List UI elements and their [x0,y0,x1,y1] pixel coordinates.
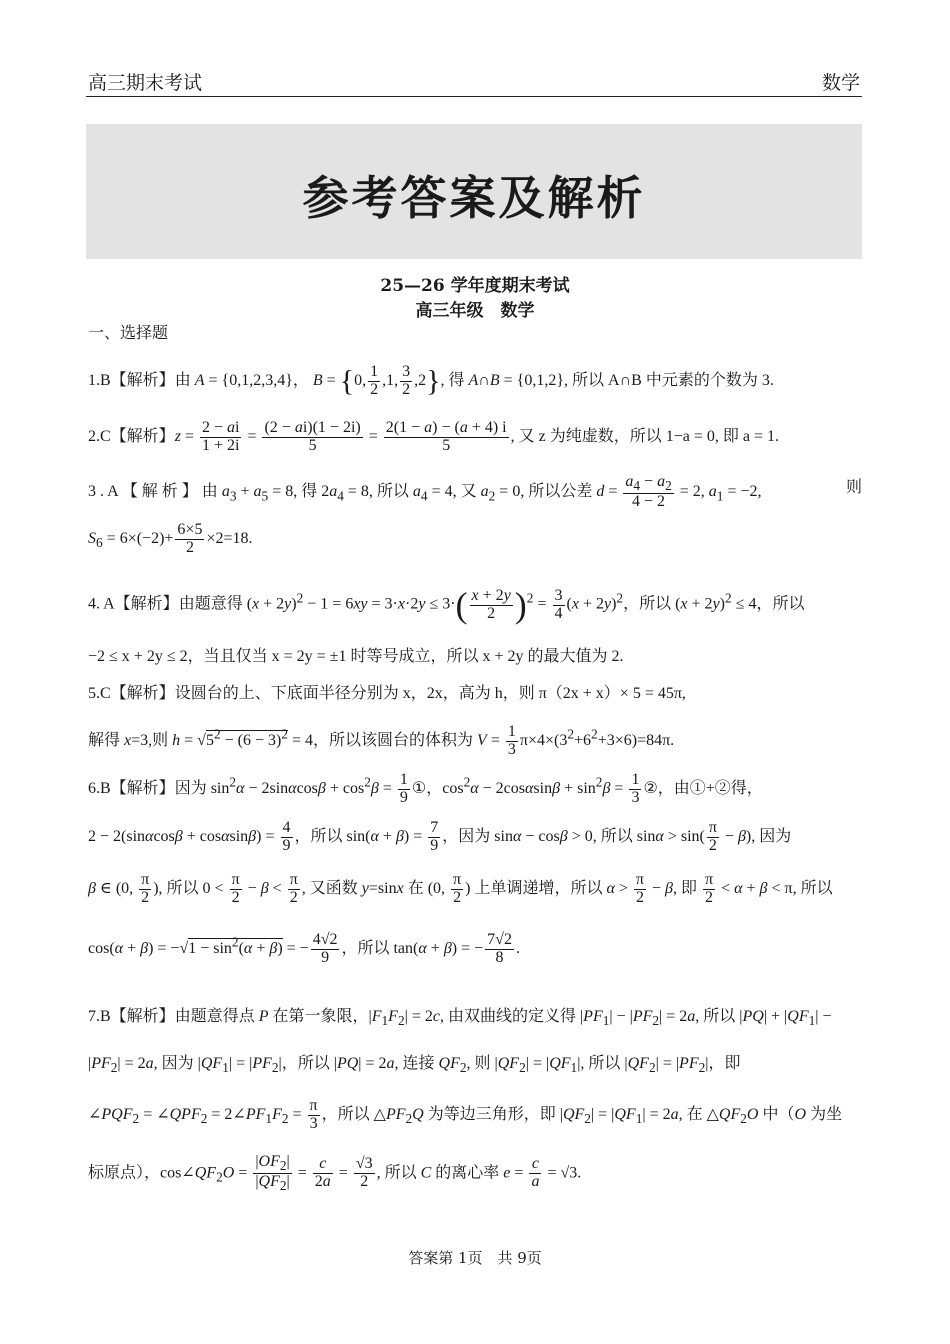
answer-2: 2.C【解析】z = $\frac{2 - ai}{1 + 2i}$ = $\frac{(2 - ai)(1 - 2i)}{5}$ = $\frac{2(1 - a) - (a + 4) i}{5}$ , 又 z 为纯虚数，所以 1−a = 0, 即 a = 1. [88,419,779,454]
subtitle-year: 25—26 学年度期末考试 [380,276,570,296]
answer-6-cont-2: β ∈ (0, $\frac{\pi}{2}$ ), 所以 0 < $\frac{\pi}{2}$ − β < $\frac{\pi}{2}$ , 又函数 y=sinx 在 (0, $\frac{\pi}{2}$ ) 上单调递增，所以 α > $\frac{\pi}{2}$ − β, 即 $\frac{\pi}{2}$ < α + β < π, 所以 [88,871,833,906]
answer-3-tail: 则 [845,479,862,496]
answer-7-cont-1: $|PF_2| = 2a$, 因为 $|QF_1| = |PF_2|$，所以 |PQ| = 2a, 连接 $QF_2$, 则 $|QF_2| = |QF_1|$, 所以 $|QF_2| = |PF_2|$，即 [88,1055,741,1076]
section-heading: 一、选择题 [88,323,169,342]
header-exam-name: 高三期末考试 [88,72,203,94]
answer-1-label: 1.B【解析】 [88,371,175,389]
answer-5-label: 5.C【解析】 [88,685,175,702]
answer-3-cont: $S_6 = 6\times(-2)+$ $\frac{6\times 5}{2}$ ×2=18. [88,521,253,556]
answer-3: 3 . A 【 解 析 】 由 $a_3 + a_5 = 8$, 得 $2a_4 = 8$, 所以 $a_4 = 4$, 又 $a_2 = 0$, 所以公差 d = $\frac{a_4 - a_2}{4 - 2}$ = 2, $a_1 = -2$, 则 [88,473,862,511]
answer-4-label: 4. A【解析】 [88,595,179,613]
answer-5 [88,680,862,703]
answer-6-label: 6.B【解析】 [88,779,175,797]
answer-6-cont-3: $\cos(\alpha + \beta) = -√1 - \sin^2(\alpha + \beta)$ = − $\frac{4√2}{9}$ ，所以 tan(α + β) = − $\frac{7√2}{8}$ . [88,931,520,966]
answer-5-cont: 解得 x=3,则 $h = √5^2 - (6 - 3)^2 = 4$，所以该圆台的体积为 V = $\frac{1}{3}$ $\pi\times 4\times(3^2+6^2+3\times 6)=84\pi$. [88,723,675,758]
answer-2-label: 2.C【解析】 [88,427,175,445]
header-subject: 数学 [821,72,860,94]
subtitle-grade: 高三年级 数学 [415,301,535,321]
title-band [86,124,862,259]
answer-6-cont-1: 2 − 2(sinαcosβ + cosαsinβ) = $\frac{4}{9}$ ，所以 sin(α + β) = $\frac{7}{9}$ ，因为 sinα − cosβ > 0, 所以 sinα > sin( $\frac{\pi}{2}$ − β), 因为 [88,819,792,854]
answer-7-label: 7.B【解析】 [88,1008,175,1025]
answer-2-tail: , 又 z 为纯虚数，所以 1−a = 0, 即 a = 1. [510,427,779,445]
answer-4-cont: −2 ≤ x + 2y ≤ 2，当且仅当 x = 2y = ±1 时等号成立，所以 x + 2y 的最大值为 2. [88,648,624,665]
header-rule [86,96,862,97]
answer-7-cont-3: 标原点），$\cos\angle QF_2O$ = $\frac{|OF_2|}{|QF_2|}$ = $\frac{c}{2a}$ = $\frac{√3}{2}$ , 所以 C 的离心率 e = $\frac{c}{a}$ = √3. [88,1153,582,1194]
page-title: 参考答案及解析 [302,171,646,225]
answer-7: 7.B【解析】由题意得点 P 在第一象限，$|F_1F_2| = 2c$, 由双曲线的定义得 $|PF_1| - |PF_2| = 2a$, 所以 $|PQ| + |QF_1|$ − [88,1008,832,1029]
page-footer: 答案第 1页 共 9页 [408,1249,542,1267]
answer-4: 4. A【解析】由题意得 $(x + 2y)^2 - 1 = 6xy = 3\cdot x\cdot 2y \le 3\cdot$( $\frac{x + 2y}{2}$ )$^2$ = $\frac{3}{4}$ $(x + 2y)^2$，所以 $(x + 2y)^2 \le 4$，所以 [88,585,805,625]
answer-3-label: 3 . A 【 解 析 】 [88,483,198,501]
answer-1: 1.B【解析】由 A = {0,1,2,3,4}， B = {0, $\frac{1}{2}$ ,1, $\frac{3}{2}$ ,2}, 得 A∩B = {0,1,2}, 所以 A∩B 中元素的个数为 3. [88,363,774,398]
answer-1-tail: 所以 A∩B 中元素的个数为 3. [572,371,774,389]
answer-6: 6.B【解析】因为 $\sin^2\alpha - 2\sin\alpha\cos\beta + \cos^2\beta$ = $\frac{1}{9}$ ①，$\cos^2\alpha - 2\cos\alpha\sin\beta + \sin^2\beta$ = $\frac{1}{3}$ ②，由①+②得， [88,771,763,806]
answer-5-text: 设圆台的上、下底面半径分别为 x，2x，高为 h，则 π（2x + x）× 5 = 45π, [174,685,686,702]
answer-7-cont-2: $\angle PQF_2$ = $\angle QPF_2$ = $2\angle PF_1F_2$ = $\frac{\pi}{3}$ ，所以 $\triangle PF_2Q$ 为等边三角形，即 $|QF_2| = |QF_1| = 2a$, 在 $\triangle QF_2O$ 中（O 为坐 [88,1097,843,1132]
